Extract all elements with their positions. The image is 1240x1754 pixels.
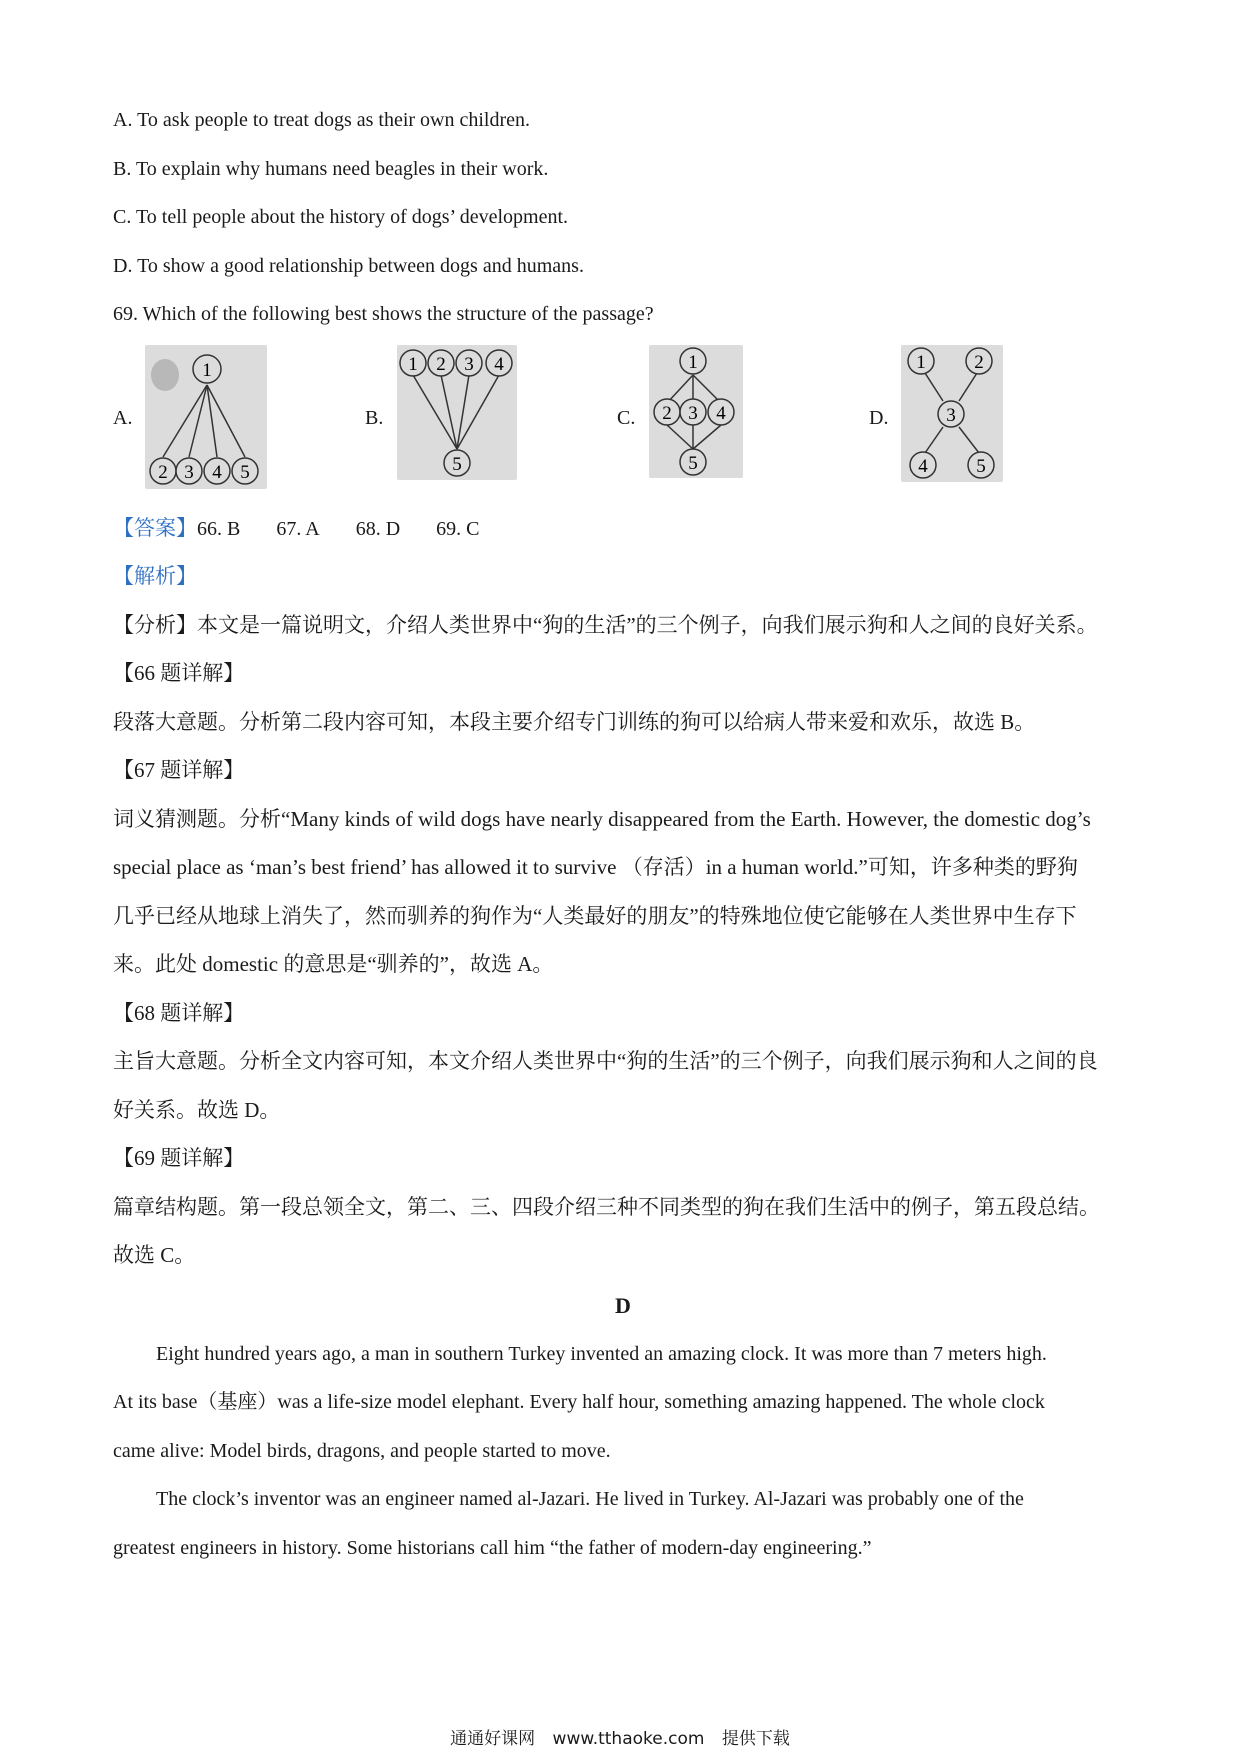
node-4 — [486, 350, 512, 376]
q67-body-line-1: 词义猜测题。分析“Many kinds of wild dogs have nearly disappeared from the Earth. However, the domestic dog’s — [113, 807, 1091, 831]
svg-text:1: 1 — [916, 352, 926, 373]
answer-68: 68. D — [355, 518, 401, 540]
node-5 — [232, 458, 258, 484]
svg-text:1: 1 — [688, 352, 698, 373]
q68-option-d: D. To show a good relationship between dogs and humans. — [113, 255, 584, 277]
page-footer — [0, 1724, 1240, 1749]
node-1 — [193, 355, 221, 383]
structure-diagram-c — [649, 345, 743, 478]
section-heading: D — [615, 1293, 631, 1318]
footer-site-name: 通通好课网 — [450, 1729, 536, 1749]
footer-url[interactable]: www.tthaoke.com — [552, 1729, 705, 1749]
node-4 — [708, 399, 734, 425]
footer-note: 提供下载 — [721, 1729, 790, 1749]
node-5 — [680, 449, 706, 475]
q68-body-line-2: 好关系。故选 D。 — [113, 1098, 281, 1122]
svg-text:5: 5 — [240, 462, 250, 483]
svg-text:2: 2 — [158, 462, 168, 483]
q69-options — [113, 345, 1133, 495]
structure-diagram-d — [901, 345, 1003, 482]
q69-question: 69. Which of the following best shows the structure of the passage? — [113, 303, 654, 325]
answer-66: 66. B — [197, 518, 241, 540]
svg-text:1: 1 — [408, 354, 418, 375]
q67-body-line-3: 几乎已经从地球上消失了，然而驯养的狗作为“人类最好的朋友”的特殊地位使它能够在人类世界中生存下 — [113, 904, 1077, 928]
structure-diagram-b — [397, 345, 517, 480]
node-1 — [680, 348, 706, 374]
q68-body-line-1: 主旨大意题。分析全文内容可知，本文介绍人类世界中“狗的生活”的三个例子，向我们展示狗和人之间的良 — [113, 1049, 1098, 1073]
paragraph-2-line-1: The clock’s inventor was an engineer named al-Jazari. He lived in Turkey. Al-Jazari was probably one of the — [156, 1488, 1024, 1510]
node-2 — [966, 348, 992, 374]
svg-text:4: 4 — [918, 456, 928, 477]
svg-text:5: 5 — [452, 454, 462, 475]
node-1 — [908, 348, 934, 374]
q68-option-a: A. To ask people to treat dogs as their own children. — [113, 109, 531, 131]
svg-text:1: 1 — [202, 360, 212, 381]
paragraph-2-line-2: greatest engineers in history. Some historians call him “the father of modern-day engineering.” — [113, 1537, 872, 1559]
q68-option-b: B. To explain why humans need beagles in their work. — [113, 158, 549, 180]
paragraph-1-line-2: At its base（基座）was a life-size model elephant. Every half hour, something amazing happened. The whole clock — [113, 1391, 1045, 1413]
node-3 — [938, 401, 964, 427]
node-2 — [654, 399, 680, 425]
node-4 — [910, 452, 936, 478]
q69-body-line-1: 篇章结构题。第一段总领全文，第二、三、四段介绍三种不同类型的狗在我们生活中的例子，第五段总结。 — [113, 1195, 1100, 1219]
q69-option-d — [869, 345, 1119, 495]
node-2 — [150, 458, 176, 484]
node-2 — [428, 350, 454, 376]
structure-diagram-a — [145, 345, 267, 489]
svg-text:2: 2 — [662, 403, 672, 424]
option-letter: B. — [365, 407, 384, 429]
q67-body-line-2: special place as ‘man’s best friend’ has allowed it to survive （存活）in a human world.”可知，许多种类的野狗 — [113, 855, 1078, 879]
q67-body-line-4: 来。此处 domestic 的意思是“驯养的”，故选 A。 — [113, 952, 554, 976]
node-3 — [680, 399, 706, 425]
q69-option-a — [113, 345, 363, 495]
svg-text:3: 3 — [464, 354, 474, 375]
svg-text:5: 5 — [688, 453, 698, 474]
option-letter: C. — [617, 407, 636, 429]
answer-69: 69. C — [436, 518, 480, 540]
svg-text:3: 3 — [688, 403, 698, 424]
answer-label: 【答案】 — [113, 516, 197, 540]
q69-body-line-2: 故选 C。 — [113, 1243, 196, 1267]
node-3 — [176, 458, 202, 484]
answer-67: 67. A — [276, 518, 320, 540]
option-letter: D. — [869, 407, 889, 429]
answer-line — [113, 514, 515, 543]
svg-text:4: 4 — [494, 354, 504, 375]
svg-text:4: 4 — [212, 462, 222, 483]
option-letter: A. — [113, 407, 133, 429]
node-4 — [204, 458, 230, 484]
svg-text:5: 5 — [976, 456, 986, 477]
q66-title: 【66 题详解】 — [113, 661, 245, 685]
node-3 — [456, 350, 482, 376]
svg-text:2: 2 — [974, 352, 984, 373]
q67-title: 【67 题详解】 — [113, 758, 245, 782]
analysis-summary: 【分析】本文是一篇说明文，介绍人类世界中“狗的生活”的三个例子，向我们展示狗和人之间的良好关系。 — [113, 613, 1098, 637]
svg-text:3: 3 — [184, 462, 194, 483]
q69-option-c — [617, 345, 867, 495]
paragraph-1-line-3: came alive: Model birds, dragons, and people started to move. — [113, 1440, 611, 1462]
analysis-label: 【解析】 — [113, 564, 197, 588]
node-5 — [968, 452, 994, 478]
node-1 — [400, 350, 426, 376]
node-5 — [444, 450, 470, 476]
q68-option-c: C. To tell people about the history of dogs’ development. — [113, 206, 568, 228]
svg-text:3: 3 — [946, 405, 956, 426]
q66-body: 段落大意题。分析第二段内容可知，本段主要介绍专门训练的狗可以给病人带来爱和欢乐，故选 B。 — [113, 710, 1036, 734]
svg-text:4: 4 — [716, 403, 726, 424]
q69-option-b — [365, 345, 615, 495]
q68-title: 【68 题详解】 — [113, 1001, 245, 1025]
svg-text:2: 2 — [436, 354, 446, 375]
q69-title: 【69 题详解】 — [113, 1146, 245, 1170]
paragraph-1-line-1: Eight hundred years ago, a man in southern Turkey invented an amazing clock. It was more than 7 meters high. — [156, 1343, 1047, 1365]
